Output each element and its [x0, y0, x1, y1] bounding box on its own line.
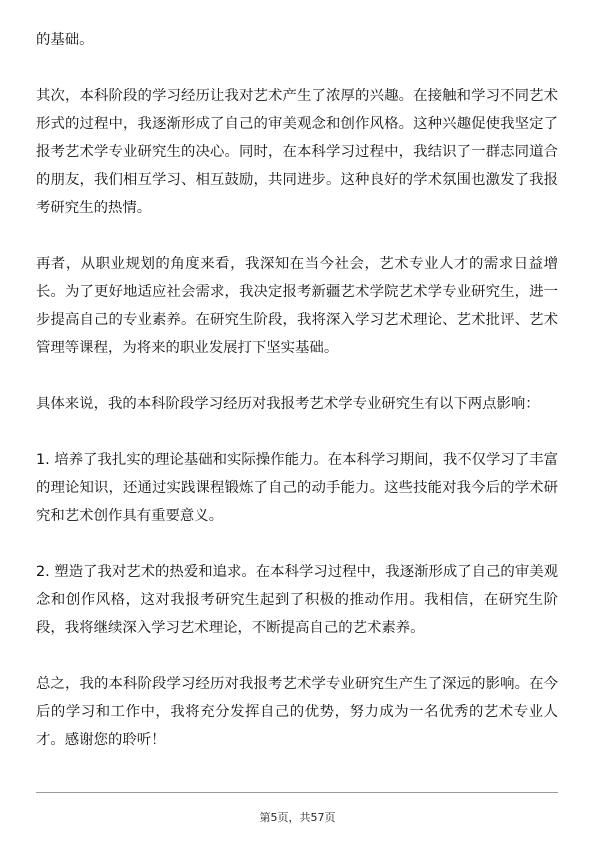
footer-divider [36, 792, 558, 793]
paragraph-point-1: 1. 培养了我扎实的理论基础和实际操作能力。在本科学习期间，我不仅学习了丰富的理论知识，还通过实践课程锻炼了自己的动手能力。这些技能对我今后的学术研究和艺术创作具有重要意义。 [36, 452, 558, 524]
page-number: 第5页，共57页 [259, 811, 336, 824]
paragraph-specifics: 具体来说，我的本科阶段学习经历对我报考艺术学专业研究生有以下两点影响： [36, 396, 540, 412]
paragraph-point-2: 2. 塑造了我对艺术的热爱和追求。在本科学习过程中，我逐渐形成了自己的审美观念和创作风格，这对我报考研究生起到了积极的推动作用。我相信，在研究生阶段，我将继续深入学习艺术理论，不断提高自己的艺术素养。 [36, 564, 558, 636]
document-body [36, 26, 558, 782]
paragraph-interest: 其次，本科阶段的学习经历让我对艺术产生了浓厚的兴趣。在接触和学习不同艺术形式的过程中，我逐渐形成了自己的审美观念和创作风格。这种兴趣促使我坚定了报考艺术学专业研究生的决心。同时，在本科学习过程中，我结识了一群志同道合的朋友，我们相互学习、相互鼓励，共同进步。这种良好的学术氛围也激发了我报考研究生的热情。 [36, 88, 558, 216]
paragraph-conclusion: 总之，我的本科阶段学习经历对我报考艺术学专业研究生产生了深远的影响。在今后的学习和工作中，我将充分发挥自己的优势，努力成为一名优秀的艺术专业人才。感谢您的聆听！ [36, 676, 558, 748]
paragraph-career: 再者，从职业规划的角度来看，我深知在当今社会，艺术专业人才的需求日益增长。为了更好地适应社会需求，我决定报考新疆艺术学院艺术学专业研究生，进一步提高自己的专业素养。在研究生阶段，我将深入学习艺术理论、艺术批评、艺术管理等课程，为将来的职业发展打下坚实基础。 [36, 256, 558, 356]
paragraph-intro-tail: 的基础。 [36, 32, 94, 48]
